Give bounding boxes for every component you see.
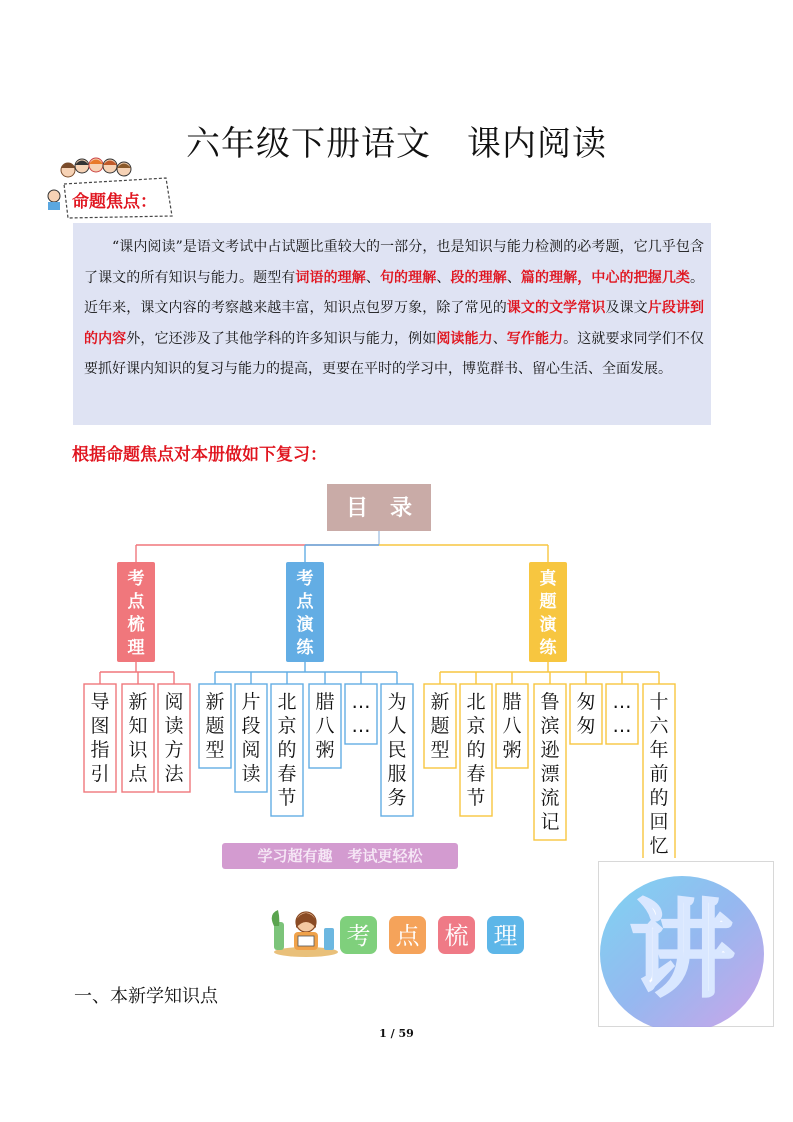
root-label: 目 录 <box>345 496 413 521</box>
item-label-char: 逊 <box>540 739 560 761</box>
branch-label-char: 演 <box>296 615 314 635</box>
item-label-char: 粥 <box>315 739 335 761</box>
item-label-char: … <box>612 691 632 713</box>
item-label-char: 务 <box>387 787 407 809</box>
item-label-char: 匆 <box>576 715 596 737</box>
branch-label-char: 练 <box>539 638 557 658</box>
item-label-char: 北 <box>277 691 297 713</box>
item-label-char: 春 <box>277 763 297 785</box>
item-label-char: 十 <box>649 691 669 713</box>
highlight-text: 句的理解 <box>379 269 437 286</box>
item-label-char: 读 <box>164 715 184 737</box>
item-label-char: 腊 <box>315 691 335 713</box>
kaodian-char: 理 <box>493 922 518 950</box>
item-label-char: 段 <box>241 715 261 737</box>
item-label-char: 漂 <box>540 763 560 785</box>
item-label-char: 回 <box>649 811 669 833</box>
highlight-text: 课文的文学常识 <box>506 300 606 316</box>
kaodian-char: 梳 <box>444 922 469 950</box>
item-label-char: 六 <box>649 715 669 737</box>
item-label-char: 知 <box>128 715 148 737</box>
item-label-char: 法 <box>164 763 184 785</box>
item-label-char: 新 <box>128 691 148 713</box>
item-label-char: 八 <box>502 715 522 737</box>
highlight-text: 写作能力 <box>506 330 564 347</box>
jiang-char: 讲 <box>629 889 735 1011</box>
body-text: 、 <box>436 269 451 286</box>
item-label-char: 导 <box>90 691 110 713</box>
item-label-char: 鲁 <box>540 691 560 713</box>
item-label-char: 节 <box>466 787 486 809</box>
branch-label-char: 梳 <box>127 615 145 635</box>
item-label-char: 年 <box>649 739 669 761</box>
item-label-char: 粥 <box>502 739 522 761</box>
item-label-char: 的 <box>466 739 486 761</box>
item-label-char: 阅 <box>164 691 184 713</box>
title-part1: 六年级下册语文 <box>186 124 431 164</box>
item-label-char: 型 <box>430 739 450 761</box>
body-text: 、 <box>492 330 507 347</box>
mindmap-diagram <box>0 478 793 858</box>
item-label-char: 读 <box>241 763 261 785</box>
title-part2: 课内阅读 <box>467 124 607 164</box>
item-label-char: 匆 <box>576 691 596 713</box>
highlight-text: 段的理解 <box>450 269 507 286</box>
kaodian-banner <box>270 908 530 960</box>
item-label-char: 忆 <box>649 835 669 857</box>
item-label-char: 为 <box>387 691 407 713</box>
branch-label-char: 考 <box>127 569 145 589</box>
branch-label-char: 题 <box>539 592 557 612</box>
item-label-char: 服 <box>387 763 407 785</box>
item-label-char: 识 <box>128 739 148 761</box>
item-label-char: 指 <box>90 739 110 761</box>
item-label-char: 北 <box>466 691 486 713</box>
item-label-char: … <box>351 691 371 713</box>
item-label-char: 记 <box>540 811 560 833</box>
body-text: 。近年来，课文内容的考察越来越丰富，知识点包罗万象，除了常见的 <box>84 269 705 316</box>
item-label-char: 新 <box>430 691 450 713</box>
body-text: “课内阅读”是语文考试中占试题比重较大的一部分，也是知识与能力检测的必考题，它几乎包含了课文的所有知识与能力。题型有 <box>84 239 704 286</box>
item-label-char: 腊 <box>502 691 522 713</box>
highlight-text: 片段讲到的内容 <box>84 300 705 347</box>
item-label-char: 京 <box>466 715 486 737</box>
item-label-char: 方 <box>164 739 184 761</box>
item-label-char: 引 <box>90 763 110 785</box>
item-label-char: 题 <box>205 715 225 737</box>
focus-label: 命题焦点： <box>72 192 157 212</box>
branch-label-char: 点 <box>127 592 145 612</box>
section-heading: 一、本新学知识点 <box>74 986 218 1007</box>
kaodian-char: 点 <box>395 922 420 950</box>
item-label-char: 节 <box>277 787 297 809</box>
branch-label-char: 理 <box>127 638 145 658</box>
body-text: 外，它还涉及了其他学科的许多知识与能力，例如 <box>126 330 437 347</box>
slogan-banner: 学习超有趣 考试更轻松 <box>222 843 458 869</box>
body-text: 及课文 <box>605 300 648 316</box>
item-label-char: 前 <box>649 763 669 785</box>
item-label-char: 图 <box>90 715 110 737</box>
item-label-char: 京 <box>277 715 297 737</box>
highlight-text: 词语的理解 <box>295 269 366 286</box>
body-text: 。这就要求同学们不仅要抓好课内知识的复习与能力的提高，更要在平时的学习中，博览群书、留心生活、全面发展。 <box>84 330 705 377</box>
item-label-char: 的 <box>277 739 297 761</box>
highlight-text: 篇的理解，中心的把握几类 <box>520 269 691 286</box>
item-label-char: 春 <box>466 763 486 785</box>
reading-girl-icon <box>272 910 338 957</box>
body-text: 、 <box>365 269 380 286</box>
item-label-char: 八 <box>315 715 335 737</box>
item-label-char: … <box>351 715 371 737</box>
body-text: 、 <box>506 269 521 286</box>
item-label-char: 的 <box>649 787 669 809</box>
branch-label-char: 考 <box>296 569 314 589</box>
branch-label-char: 点 <box>296 592 314 612</box>
item-label-char: … <box>612 715 632 737</box>
kaodian-char: 考 <box>346 922 371 950</box>
item-label-char: 新 <box>205 691 225 713</box>
item-label-char: 人 <box>387 715 407 737</box>
highlight-text: 阅读能力 <box>436 330 493 347</box>
item-label-char: 民 <box>387 739 407 761</box>
item-label-char: 型 <box>205 739 225 761</box>
intro-paragraph <box>84 232 704 385</box>
item-label-char: 题 <box>430 715 450 737</box>
item-label-char: 流 <box>540 787 560 809</box>
item-label-char: 片 <box>241 691 261 713</box>
item-label-char: 阅 <box>241 739 261 761</box>
branch-label-char: 真 <box>539 569 557 589</box>
item-label-char: 点 <box>128 763 148 785</box>
branch-label-char: 演 <box>539 615 557 635</box>
branch-label-char: 练 <box>296 638 314 658</box>
jiang-badge <box>598 861 774 1027</box>
review-heading: 根据命题焦点对本册做如下复习： <box>72 445 327 465</box>
item-label-char: 滨 <box>540 715 560 737</box>
page-number: 1 / 59 <box>379 1027 414 1040</box>
